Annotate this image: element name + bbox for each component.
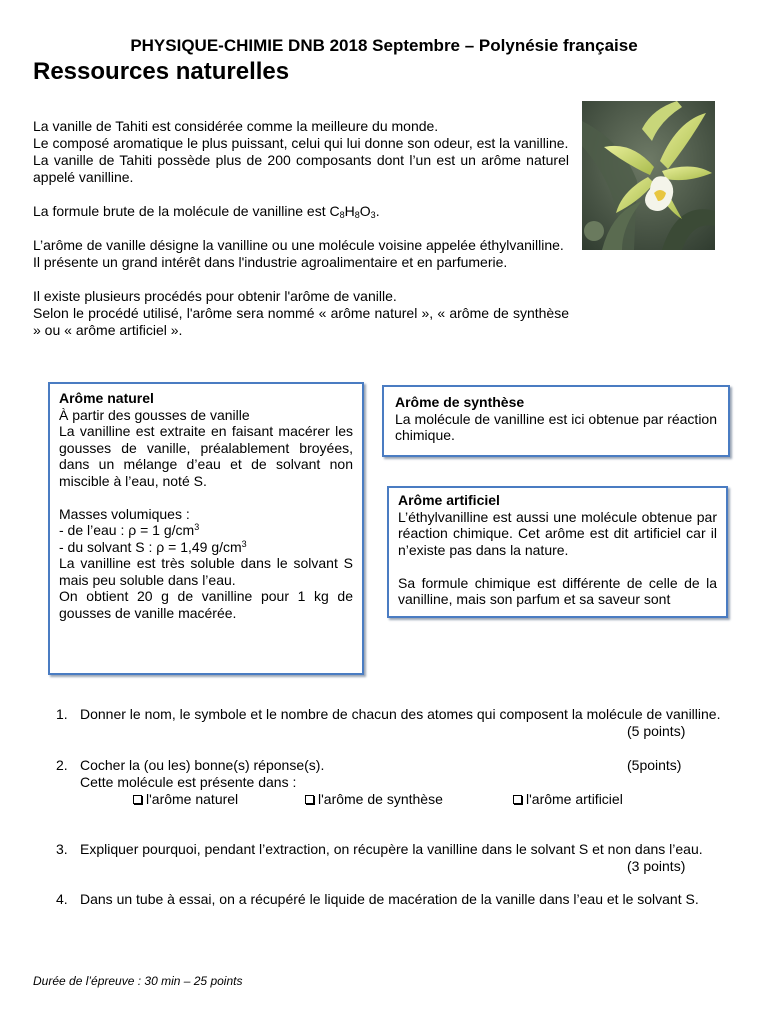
option-arome-artificiel[interactable]: l'arôme artificiel (513, 791, 623, 807)
box-line: - du solvant S : ρ = 1,49 $g/cm^3$ (59, 538, 247, 555)
checkbox-icon[interactable] (133, 795, 142, 804)
intro-line: La vanille de Tahiti est considérée comme la meilleure du monde. (33, 118, 439, 134)
arome-synthese-box (382, 385, 730, 457)
arome-artificiel-box (387, 486, 728, 618)
option-arome-synthese[interactable]: l'arôme de synthèse (305, 791, 443, 807)
option-arome-naturel[interactable]: l'arôme naturel (133, 791, 238, 807)
question-4: 4. Dans un tube à essai, on a récupéré le liquide de macération de la vanille dans l’eau et le solvant S. (56, 891, 699, 907)
intro-line: Selon le procédé utilisé, l'arôme sera nommé « arôme naturel », « arôme de synthèse » ou « arôme artificiel ». (33, 305, 569, 338)
intro-text (33, 118, 569, 339)
question-1: 1. Donner le nom, le symbole et le nombre de chacun des atomes qui composent la molécule de vanilline. (56, 706, 721, 722)
intro-line: Il existe plusieurs procédés pour obtenir l'arôme de vanille. (33, 288, 397, 304)
checkbox-icon[interactable] (513, 795, 522, 804)
intro-line: Il présente un grand intérêt dans l'industrie agroalimentaire et en parfumerie. (33, 254, 508, 270)
box-paragraph: L’éthylvanilline est aussi une molécule obtenue par réaction chimique. Cet arôme est dit artificiel car il n’existe pas dans la nature. (398, 508, 717, 558)
question-2: 2. Cocher la (ou les) bonne(s) réponse(s). Cette molécule est présente dans : (56, 757, 325, 790)
box-line: Masses volumiques : (59, 505, 190, 522)
question-2-points: (5points) (627, 757, 682, 773)
checkbox-icon[interactable] (305, 795, 314, 804)
exam-duration-footer: Durée de l’épreuve : 30 min – 25 points (33, 974, 243, 988)
page-title: Ressources naturelles (33, 58, 290, 85)
formula-line: La formule brute de la molécule de vanilline est $C_8H_8O_3$. (33, 203, 380, 220)
question-3: 3. Expliquer pourquoi, pendant l’extraction, on récupère la vanilline dans le solvant S et non dans l’eau. (56, 841, 703, 857)
box-title: Arôme artificiel (398, 492, 500, 508)
intro-line: La vanille de Tahiti possède plus de 200 composants dont l’un est un arôme naturel appelé vanilline. (33, 152, 569, 185)
box-line: À partir des gousses de vanille (59, 406, 250, 423)
box-paragraph: Sa formule chimique est différente de celle de la vanilline, mais son parfum et sa saveur sont (398, 574, 717, 607)
box-paragraph: La molécule de vanilline est ici obtenue par réaction chimique. (395, 410, 717, 443)
question-1-points: (5 points) (627, 723, 686, 739)
intro-line: Le composé aromatique le plus puissant, celui qui lui donne son odeur, est la vanilline. (33, 135, 569, 151)
intro-line: L’arôme de vanille désigne la vanilline ou une molécule voisine appelée éthylvanilline. (33, 237, 564, 253)
question-3-points: (3 points) (627, 858, 686, 874)
box-line: - de l’eau : ρ = 1 $g/cm^3$ (59, 522, 200, 538)
arome-naturel-box (48, 382, 364, 675)
exam-header: PHYSIQUE-CHIMIE DNB 2018 Septembre – Polynésie française (130, 36, 638, 55)
box-paragraph: On obtient 20 g de vanilline pour 1 kg de gousses de vanille macérée. (59, 588, 353, 621)
box-paragraph: La vanilline est extraite en faisant macérer les gousses de vanille, préalablement broyées, dans un mélange d’eau et de solvant non miscible à l’eau, noté S. (59, 423, 353, 489)
vanilla-flower-photo (582, 101, 715, 250)
box-title: Arôme de synthèse (395, 394, 525, 410)
box-title: Arôme naturel (59, 390, 154, 406)
box-paragraph: La vanilline est très soluble dans le solvant S mais peu soluble dans l’eau. (59, 555, 353, 588)
